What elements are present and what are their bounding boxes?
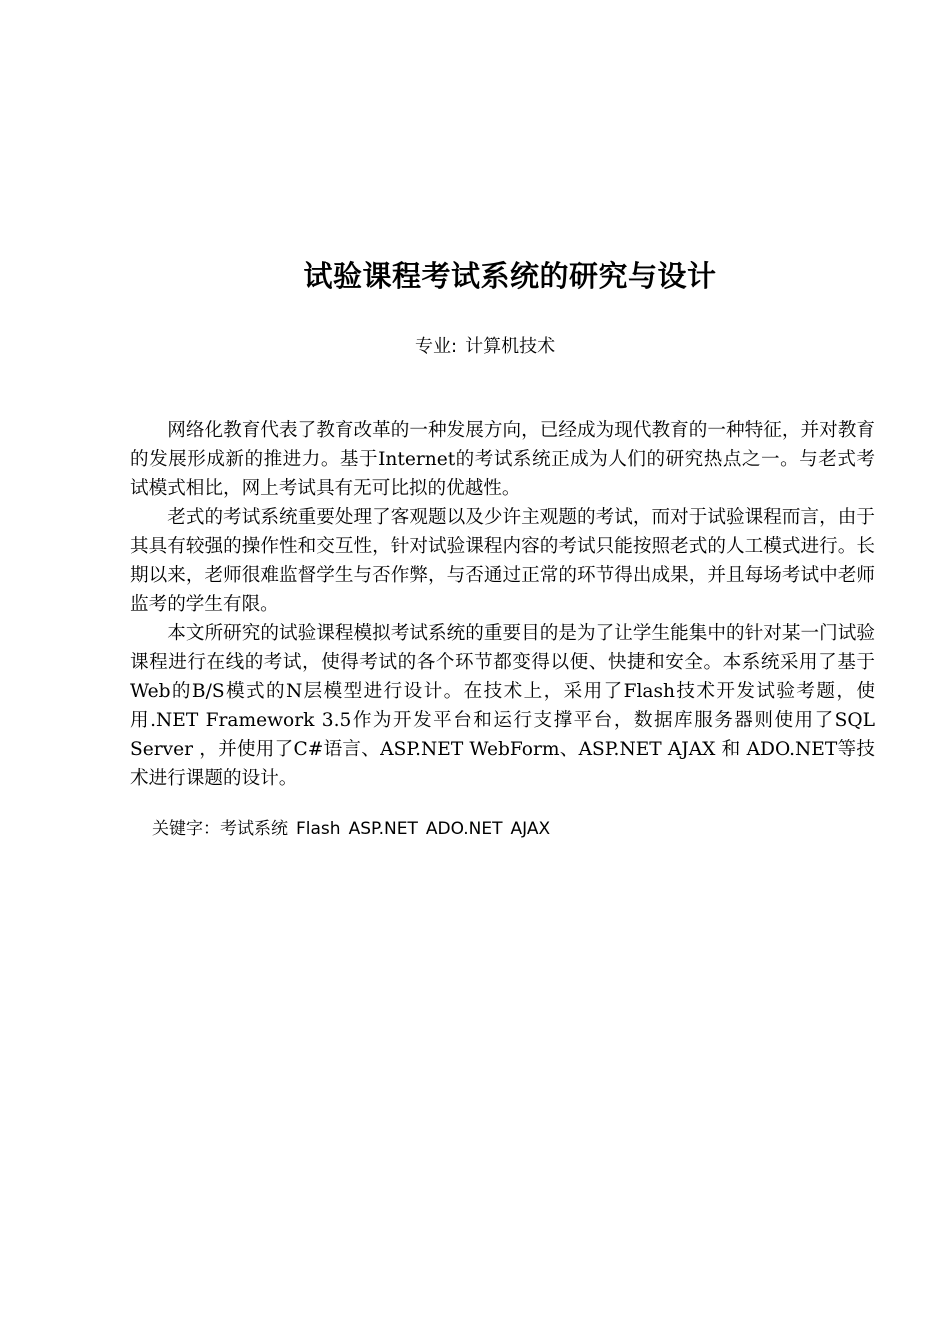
keyword: ADO.NET bbox=[425, 819, 503, 839]
abstract-body bbox=[130, 416, 875, 793]
major-value: 计算机技术 bbox=[465, 336, 556, 357]
keyword: Flash bbox=[296, 819, 341, 839]
abstract-paragraph: 老式的考试系统重要处理了客观题以及少许主观题的考试，而对于试验课程而言，由于其具有较强的操作性和交互性，针对试验课程内容的考试只能按照老式的人工模式进行。长期以来，老师很难监督学生与否作弊，与否通过正常的环节得出成果，并且每场考试中老师监考的学生有限。 bbox=[130, 507, 875, 615]
abstract-paragraph: 网络化教育代表了教育改革的一种发展方向，已经成为现代教育的一种特征，并对教育的发展形成新的推进力。基于Internet的考试系统正成为人们的研究热点之一。与老式考试模式相比，网上考试具有无可比拟的优越性。 bbox=[130, 420, 875, 499]
keyword: AJAX bbox=[510, 819, 551, 839]
major-line bbox=[415, 332, 555, 358]
keywords-line bbox=[152, 814, 558, 839]
document-title: 试验课程考试系统的研究与设计 bbox=[303, 259, 717, 293]
keywords-label: 关键字： bbox=[152, 819, 220, 839]
keyword: 考试系统 bbox=[220, 819, 288, 839]
keyword: ASP.NET bbox=[348, 819, 418, 839]
abstract-paragraph: 本文所研究的试验课程模拟考试系统的重要目的是为了让学生能集中的针对某一门试验课程进行在线的考试，使得考试的各个环节都变得以便、快捷和安全。本系统采用了基于Web的B/S模式的N层模型进行设计。在技术上，采用了Flash技术开发试验考题，使用.NET Framework 3.5作为开发平台和运行支撑平台，数据库服务器则使用了SQL Server ，并使用了C#语言、ASP.NET WebForm、ASP.NET AJAX 和 ADO.NET等技术进行课题的设计。 bbox=[130, 623, 875, 789]
major-label: 专业: bbox=[415, 336, 458, 357]
